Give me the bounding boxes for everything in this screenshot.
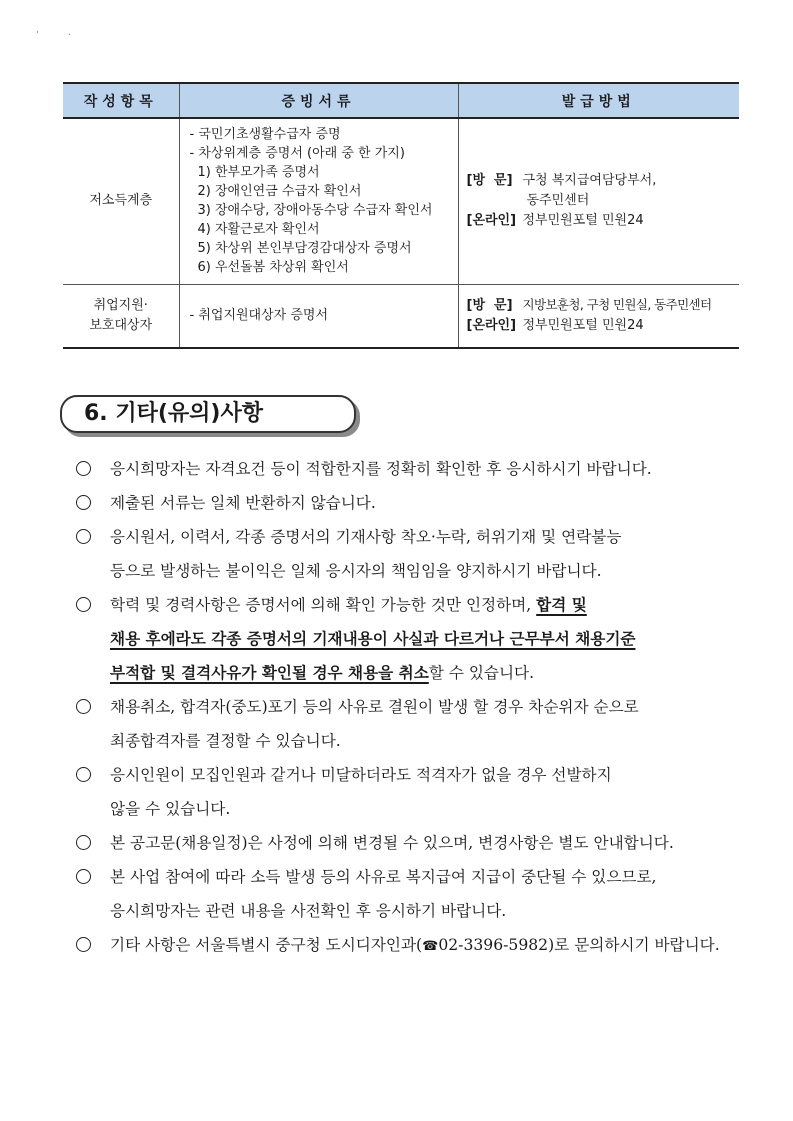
- note-text: 학력 및 경력사항은 증명서에 의해 확인 가능한 것만 인정하며,: [110, 596, 537, 614]
- circle-bullet-icon: [76, 869, 91, 884]
- note-line: [110, 928, 744, 964]
- note-text: 응시희망자는 관련 내용을 사전확인 후 응시하기 바랍니다.: [110, 902, 507, 920]
- note-text: 응시희망자는 자격요건 등이 적합한지를 정확히 확인한 후 응시하시기 바랍니다.: [110, 460, 652, 478]
- circle-bullet-icon: [76, 529, 91, 544]
- note-emphasis: 합격 및: [536, 595, 587, 614]
- document-item: - 국민기초생활수급자 증명: [189, 127, 341, 143]
- phone-number: 02-3396-5982: [438, 936, 549, 954]
- note-text: 최종합격자를 결정할 수 있습니다.: [110, 732, 341, 750]
- note-text: 본 사업 참여에 따라 소득 발생 등의 사유로 복지급여 지급이 중단될 수 있으므로,: [110, 868, 657, 886]
- notes-list: [76, 452, 744, 964]
- scan-mark: ʻ: [36, 30, 40, 41]
- category-employment-support: [63, 284, 179, 348]
- category-line: 취업지원·: [93, 297, 148, 313]
- list-item: [76, 860, 744, 928]
- circle-bullet-icon: [76, 495, 91, 510]
- table-row: [63, 284, 739, 348]
- circle-bullet-icon: [76, 597, 91, 612]
- list-item: [76, 452, 744, 486]
- note-text: )로 문의하시기 바랍니다.: [548, 936, 720, 954]
- document-item: 5) 차상위 본인부담경감대상자 증명서: [197, 241, 412, 257]
- online-label: [온라인]: [466, 318, 517, 334]
- document-item: - 취업지원대상자 증명서: [179, 284, 458, 348]
- circle-bullet-icon: [76, 937, 91, 952]
- note-line: [110, 656, 744, 690]
- visit-text-continued: 동주민센터: [526, 193, 590, 209]
- document-item: - 차상위계층 증명서 (아래 중 한 가지): [189, 146, 405, 162]
- document-table: [63, 82, 739, 349]
- category-line: 보호대상자: [89, 317, 153, 333]
- header-item: 작성항목: [63, 83, 179, 118]
- online-label: [온라인]: [466, 213, 517, 229]
- note-line: [110, 622, 744, 656]
- note-text: 본 공고문(채용일정)은 사정에 의해 변경될 수 있으며, 변경사항은 별도 안내합니다.: [110, 834, 674, 852]
- online-text: 정부민원포털 민원24: [522, 318, 644, 334]
- note-line: [110, 588, 744, 622]
- section-title: 6. 기타(유의)사항: [60, 395, 356, 433]
- scan-mark: ·: [68, 30, 72, 41]
- table-row: [63, 118, 739, 284]
- note-text: 제출된 서류는 일체 반환하지 않습니다.: [110, 494, 376, 512]
- list-item: [76, 486, 744, 520]
- header-documents: 증빙서류: [179, 83, 458, 118]
- note-emphasis: 부적합 및 결격사유가 확인될 경우 채용을 취소: [110, 663, 429, 682]
- document-item: 3) 장애수당, 장애아동수당 수급자 확인서: [197, 203, 433, 219]
- online-text: 정부민원포털 민원24: [522, 213, 644, 229]
- phone-icon: ☎: [422, 939, 439, 954]
- visit-line: [467, 295, 739, 316]
- note-text: 할 수 있습니다.: [428, 664, 535, 682]
- note-text: 채용취소, 합격자(중도)포기 등의 사유로 결원이 발생 할 경우 차순위자 순으로: [110, 698, 639, 716]
- visit-label: [방 문]: [466, 173, 513, 189]
- document-item: 2) 장애인연금 수급자 확인서: [197, 184, 362, 200]
- online-line: [467, 211, 739, 231]
- list-item: [76, 588, 744, 690]
- visit-text: 지방보훈청, 구청 민원실, 동주민센터: [522, 297, 712, 313]
- table-header-row: [63, 83, 739, 118]
- note-text: 응시인원이 모집인원과 같거나 미달하더라도 적격자가 없을 경우 선발하지: [110, 766, 612, 784]
- list-item: [76, 826, 744, 860]
- note-text: 응시원서, 이력서, 각종 증명서의 기재사항 착오·누락, 허위기재 및 연락불능: [110, 528, 622, 546]
- category-low-income: 저소득계층: [63, 118, 179, 284]
- note-emphasis: 채용 후에라도 각종 증명서의 기재내용이 사실과 다르거나 근무부서 채용기준: [110, 629, 636, 648]
- note-text: 기타 사항은 서울특별시 중구청 도시디자인과(: [110, 936, 423, 954]
- list-item: [76, 690, 744, 758]
- list-item: [76, 758, 744, 826]
- method-cell: [458, 118, 739, 284]
- visit-label: [방 문]: [466, 298, 513, 314]
- header-method: 발급방법: [458, 83, 739, 118]
- circle-bullet-icon: [76, 767, 91, 782]
- list-item: [76, 928, 744, 964]
- list-item: [76, 520, 744, 588]
- visit-line: [467, 171, 739, 191]
- circle-bullet-icon: [76, 461, 91, 476]
- note-text: 않을 수 있습니다.: [110, 800, 231, 818]
- document-item: 1) 한부모가족 증명서: [197, 165, 320, 181]
- online-line: [467, 316, 739, 336]
- circle-bullet-icon: [76, 835, 91, 850]
- visit-text: 구청 복지급여담당부서,: [522, 173, 657, 189]
- circle-bullet-icon: [76, 699, 91, 714]
- note-text: 등으로 발생하는 불이익은 일체 응시자의 책임임을 양지하시기 바랍니다.: [110, 562, 602, 580]
- method-cell: [458, 284, 739, 348]
- document-item: 6) 우선돌봄 차상위 확인서: [197, 260, 349, 276]
- documents-cell: [179, 118, 458, 284]
- document-item: 4) 자활근로자 확인서: [197, 222, 320, 238]
